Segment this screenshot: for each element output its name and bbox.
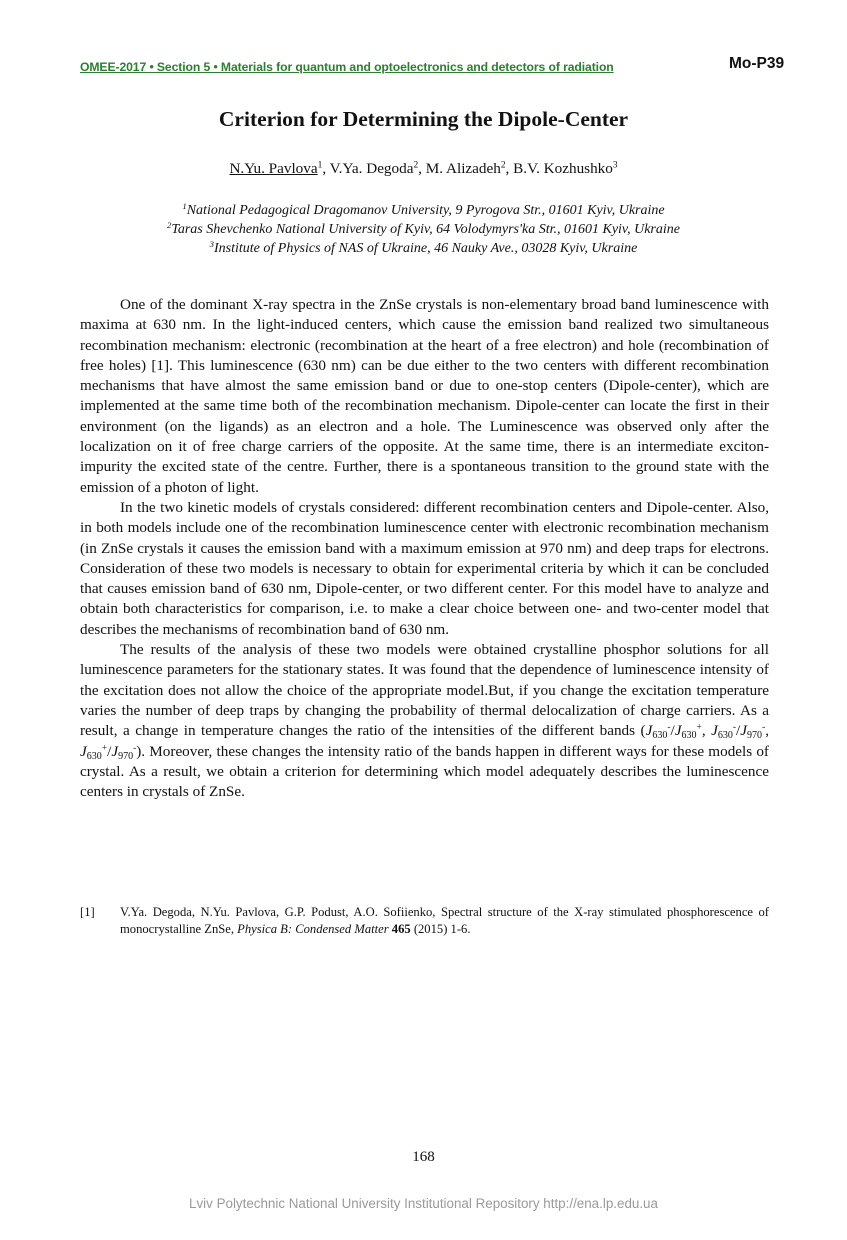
abstract-body: [80, 295, 769, 802]
author-name: V.Ya. Degoda: [329, 160, 414, 177]
paragraph-1: One of the dominant X-ray spectra in the ZnSe crystals is non-elementary broad band luminescence with maxima at 630 nm. In the light-induced centers, which cause the emission band realized two simultaneous recombination mechanism: electronic (recombination at the heart of a free electron) and hole (recombination of free holes) [1]. This luminescence (630 nm) can be due either to the two centers with different recombination mechanisms that have almost the same emission band or due to one-stop centers (Dipole-center), which are implemented at the same time both of the recombination mechanism. Dipole-center can locate the first in their environment (on the ligands) as an electron and a hole. The Luminescence was observed only after the localization on it of free charge carriers of the opposite. At the same time, there is an intermediate exciton-impurity the excited state of the centre. Further, there is a spontaneous transition to the ground state with the emission of a photon of light.: [80, 296, 769, 496]
affiliation: $^3$Institute of Physics of NAS of Ukraine, 46 Nauky Ave., 03028 Kyiv, Ukraine: [209, 238, 638, 256]
reference-number: [1]: [80, 905, 95, 919]
author-affiliation-mark: 2: [500, 160, 506, 171]
author-name: N.Yu. Pavlova: [229, 160, 318, 177]
journal-volume: 465: [391, 922, 411, 936]
author-list: N.Yu. Pavlova$^1$, V.Ya. Degoda$^2$, M. Alizadeh$^2$, B.V. Kozhushko$^3$: [229, 160, 618, 177]
running-header: [80, 55, 800, 76]
author-name: M. Alizadeh: [425, 160, 501, 177]
reference-item: [1] V.Ya. Degoda, N.Yu. Pavlova, G.P. Podust, A.O. Sofiienko, Spectral structure of the X-ray stimulated phosphorescence of monocrystalline ZnSe, Physica B: Condensed Matter 465 (2015) 1-6.: [80, 905, 769, 936]
paragraph-2: In the two kinetic models of crystals considered: different recombination centers and Dipole-center. Also, in both models include one of the recombination luminescence center with electronic recombination mechanism (in ZnSe crystals it causes the emission band with a maximum emission at 970 nm) and deep traps for electrons. Consideration of these two models is necessary to obtain for experimental criteria by which it can be concluded that causes emission band of 630 nm, Dipole-center, or two different center. For this model have to analyze and obtain both characteristics for comparison, i.e. to make a clear choice between one- and two-center model that describes the mechanisms of recombination band of 630 nm.: [80, 498, 769, 638]
affiliation: $^2$Taras Shevchenko National University of Kyiv, 64 Volodymyrs'ka Str., 01601 Kyiv, Ukraine: [167, 219, 680, 237]
author-affiliation-mark: 3: [612, 160, 618, 171]
paper-title: Criterion for Determining the Dipole-Center: [218, 107, 629, 131]
affiliation-list: [0, 201, 847, 258]
poster-code: Mo-P39: [729, 55, 785, 72]
author-affiliation-mark: 1: [317, 160, 323, 171]
journal-name: Physica B: Condensed Matter: [237, 922, 389, 936]
conference-header: OMEE-2017 • Section 5 • Materials for quantum and optoelectronics and detectors of radiation: [80, 60, 614, 74]
page-number: 168: [412, 1149, 435, 1165]
author-affiliation-mark: 2: [413, 160, 419, 171]
author-name: B.V. Kozhushko: [513, 160, 613, 177]
repository-footer: Lviv Polytechnic National University Institutional Repository http://ena.lp.edu.ua: [189, 1196, 658, 1211]
intensity-ratios: $J_{630}^-/J_{630}^+$, $J_{630}^-/J_{970}^-$, $J_{630}^+/J_{970}^-$: [80, 722, 769, 762]
reference-list: [80, 904, 769, 938]
affiliation: $^1$National Pedagogical Dragomanov University, 9 Pyrogova Str., 01601 Kyiv, Ukraine: [182, 200, 665, 218]
paragraph-3: The results of the analysis of these two models were obtained crystalline phosphor solutions for all luminescence parameters for the stationary states. It was found that the dependence of luminescence intensity of the excitation does not allow the choice of the appropriate model.But, if you change the excitation temperature varies the number of deep traps by changing the probability of thermal delocalization of charge carriers. As a result, a change in temperature changes the ratio of the intensities of the different bands ($J_{630}^-/J_{630}^+$, $J_{630}^-/J_{970}^-$, $J_{630}^+/J_{970}^-$). Moreover, these changes the intensity ratio of the bands happen in different ways for these models of crystal. As a result, we obtain a criterion for determining which model adequately describes the luminescence centers in crystals of ZnSe.: [80, 641, 769, 801]
